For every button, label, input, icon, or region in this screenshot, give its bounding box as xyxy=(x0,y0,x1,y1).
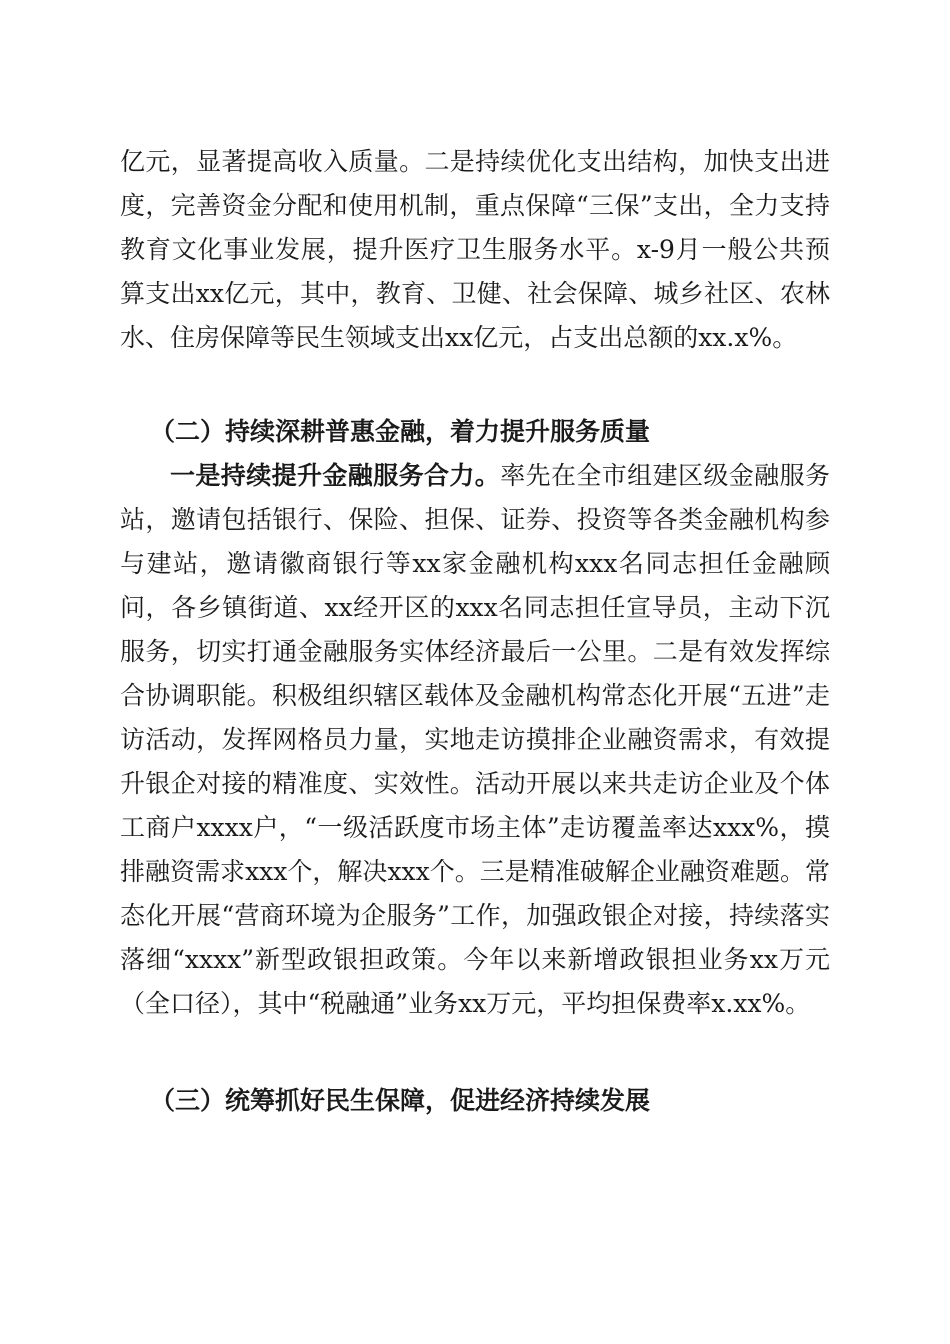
section-2-paragraph xyxy=(120,454,830,1026)
paragraph-continued: 亿元，显著提高收入质量。二是持续优化支出结构，加快支出进度，完善资金分配和使用机制，重点保障“三保”支出，全力支持教育文化事业发展，提升医疗卫生服务水平。x-9月一般公共预算支出xx亿元，其中，教育、卫健、社会保障、城乡社区、农林水、住房保障等民生领域支出xx亿元，占支出总额的xx.x%。 xyxy=(120,147,830,352)
section-heading-3: （三）统筹抓好民生保障，促进经济持续发展 xyxy=(150,1086,651,1115)
section-2-lead-sentence: 一是持续提升金融服务合力。 xyxy=(170,461,501,490)
section-2-body-text: 率先在全市组建区级金融服务站，邀请包括银行、保险、担保、证券、投资等各类金融机构参与建站，邀请徽商银行等xx家金融机构xxx名同志担任金融顾问，各乡镇街道、xx经开区的xxx名同志担任宣导员，主动下沉服务，切实打通金融服务实体经济最后一公里。二是有效发挥综合协调职能。积极组织辖区载体及金融机构常态化开展“五进”走访活动，发挥网格员力量，实地走访摸排企业融资需求，有效提升银企对接的精准度、实效性。活动开展以来共走访企业及个体工商户xxxx户，“一级活跃度市场主体”走访覆盖率达xxx%，摸排融资需求xxx个，解决xxx个。三是精准破解企业融资难题。常态化开展“营商环境为企服务”工作，加强政银企对接，持续落实落细“xxxx”新型政银担政策。今年以来新增政银担业务xx万元（全口径），其中“税融通”业务xx万元，平均担保费率x.xx%。 xyxy=(120,461,830,1018)
section-heading-2: （二）持续深耕普惠金融，着力提升服务质量 xyxy=(150,417,651,446)
